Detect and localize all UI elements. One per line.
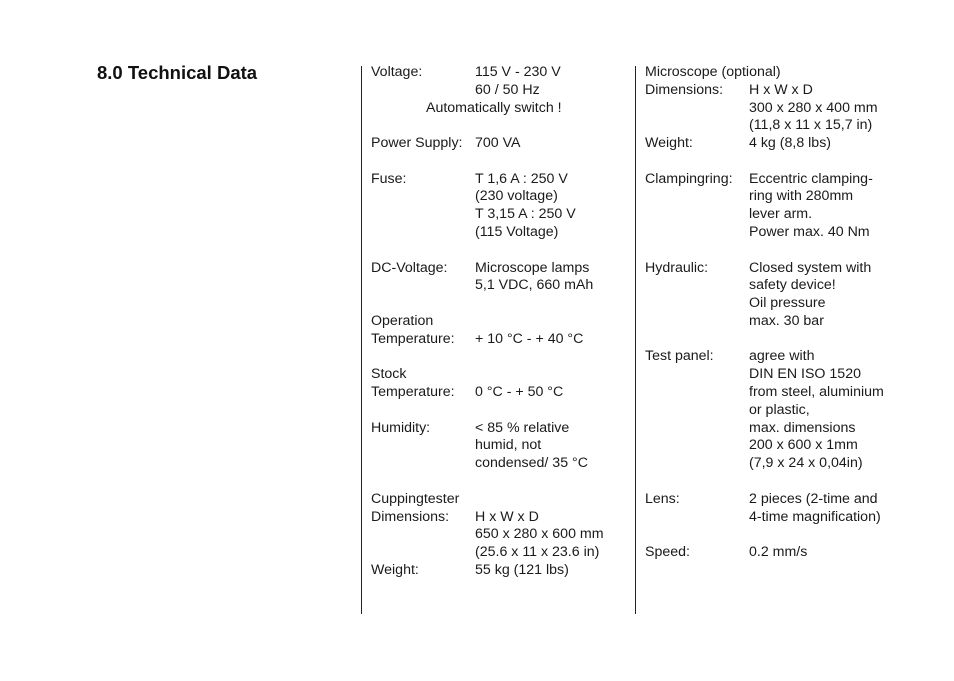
spec-value: + 10 °C - + 40 °C	[475, 330, 584, 347]
spec-value: 55 kg (121 lbs)	[475, 561, 569, 578]
spec-label: Dimensions:	[645, 81, 724, 98]
spec-label: Humidity:	[371, 419, 431, 436]
spec-label: Fuse:	[371, 170, 407, 187]
spec-value: 200 x 600 x 1mm	[749, 437, 858, 454]
spec-label: Dimensions:	[371, 508, 450, 525]
spec-value: Power max. 40 Nm	[749, 224, 870, 241]
spec-label: Lens:	[645, 490, 680, 507]
spec-value: (11,8 x 11 x 15,7 in)	[749, 117, 873, 134]
spec-label: DC-Voltage:	[371, 259, 448, 276]
spec-value: lever arm.	[749, 206, 813, 223]
spec-value: (230 voltage)	[475, 188, 558, 205]
spec-value: (115 Voltage)	[475, 224, 559, 241]
spec-value: H x W x D	[749, 81, 813, 98]
spec-value: 60 / 50 Hz	[475, 81, 540, 98]
spec-value: Automatically switch !	[426, 99, 562, 116]
spec-value: 2 pieces (2-time and	[749, 490, 878, 507]
spec-label: Clampingring:	[645, 170, 733, 187]
spec-label: Operation	[371, 312, 434, 329]
spec-value: 5,1 VDC, 660 mAh	[475, 277, 594, 294]
spec-value: max. dimensions	[749, 419, 856, 436]
spec-value: ring with 280mm	[749, 188, 854, 205]
spec-label: Hydraulic:	[645, 259, 709, 276]
spec-value: 700 VA	[475, 135, 521, 152]
spec-value: (25.6 x 11 x 23.6 in)	[475, 544, 600, 561]
spec-value: H x W x D	[475, 508, 539, 525]
spec-value: < 85 % relative	[475, 419, 570, 436]
spec-value: 4-time magnification)	[749, 508, 881, 525]
spec-label: Speed:	[645, 544, 690, 561]
spec-value: DIN EN ISO 1520	[749, 366, 861, 383]
spec-value: 115 V - 230 V	[475, 64, 561, 80]
spec-label: Voltage:	[371, 64, 423, 80]
spec-value: safety device!	[749, 277, 836, 294]
spec-label: Temperature:	[371, 330, 455, 347]
spec-label: Test panel:	[645, 348, 714, 365]
spec-value: 0.2 mm/s	[749, 544, 808, 561]
column-divider-left	[361, 66, 362, 614]
spec-label: Stock	[371, 366, 407, 383]
spec-value: humid, not	[475, 437, 542, 454]
spec-value: T 3,15 A : 250 V	[475, 206, 576, 223]
spec-value: Oil pressure	[749, 295, 826, 312]
spec-label: Microscope (optional)	[645, 64, 781, 80]
spec-value: 4 kg (8,8 lbs)	[749, 135, 832, 152]
spec-value: Microscope lamps	[475, 259, 590, 276]
spec-value: T 1,6 A : 250 V	[475, 170, 568, 187]
spec-value: (7,9 x 24 x 0,04in)	[749, 455, 863, 472]
spec-value: 300 x 280 x 400 mm	[749, 99, 878, 116]
spec-value: max. 30 bar	[749, 312, 824, 329]
column-divider-right	[635, 66, 636, 614]
spec-value: or plastic,	[749, 401, 810, 418]
spec-value: 0 °C - + 50 °C	[475, 384, 564, 401]
page-title: 8.0 Technical Data	[97, 62, 258, 83]
spec-value: agree with	[749, 348, 815, 365]
spec-value: condensed/ 35 °C	[475, 455, 588, 472]
spec-label: Cuppingtester	[371, 490, 460, 507]
spec-label: Weight:	[645, 135, 693, 152]
spec-value: Eccentric clamping-	[749, 170, 873, 187]
spec-label: Temperature:	[371, 384, 455, 401]
spec-label: Power Supply:	[371, 135, 463, 152]
spec-label: Weight:	[371, 561, 419, 578]
spec-value: 650 x 280 x 600 mm	[475, 526, 604, 543]
spec-value: Closed system with	[749, 259, 872, 276]
spec-value: from steel, aluminium	[749, 384, 884, 401]
